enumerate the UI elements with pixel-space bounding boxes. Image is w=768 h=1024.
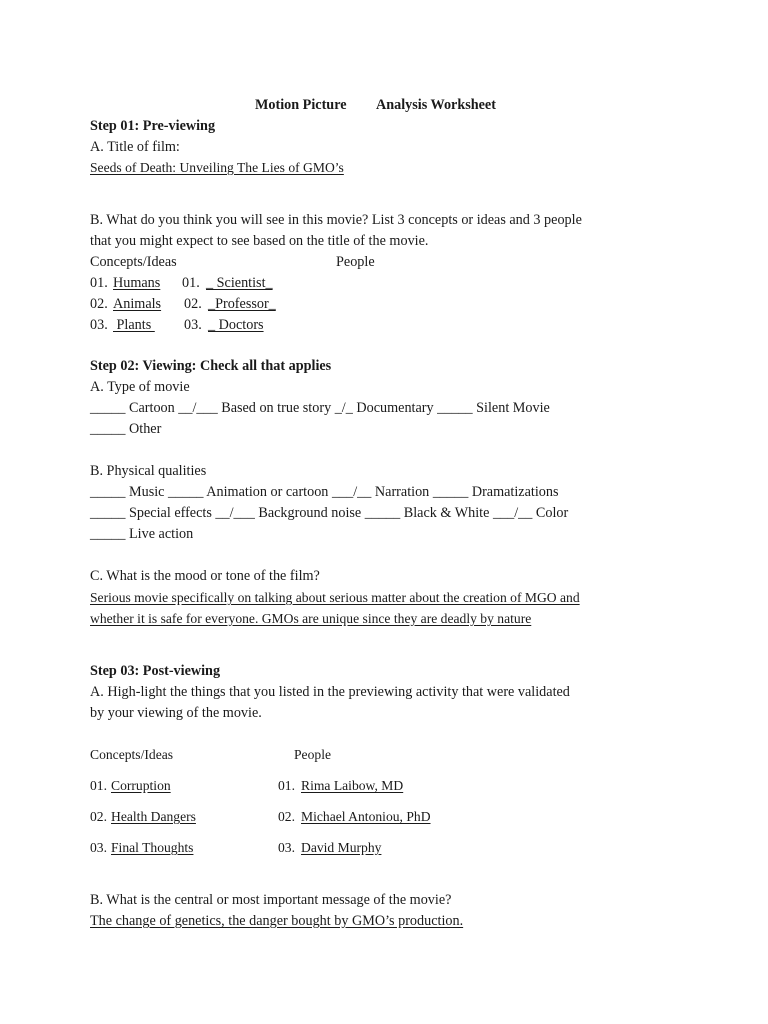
step1-heading: Step 01: Pre-viewing (90, 118, 216, 134)
person-answer: _ Doctors (208, 317, 264, 333)
step1-b-prompt-line1: B. What do you think you will see in this movie? List 3 concepts or ideas and 3 people (90, 212, 582, 228)
film-title-answer: Seeds of Death: Unveiling The Lies of GMO’s (90, 160, 344, 175)
mood-answer-line1: Serious movie specifically on talking about serious matter about the creation of MGO and (90, 590, 580, 605)
concept-answer: Health Dangers (111, 809, 196, 824)
concept-number: 02. (90, 809, 107, 824)
step3-people-header: People (294, 747, 331, 762)
step3-concepts-header: Concepts/Ideas (90, 747, 174, 762)
person-number: 02. (184, 296, 202, 312)
concept-number: 03. (90, 840, 107, 855)
concept-number: 03. (90, 317, 108, 333)
person-answer: _ Scientist_ (206, 275, 273, 291)
worksheet-title-part2: Analysis Worksheet (376, 97, 496, 113)
step2-c-prompt: C. What is the mood or tone of the film? (90, 568, 320, 584)
person-answer: Michael Antoniou, PhD (301, 809, 431, 824)
physical-qualities-line2: _____ Special effects __/___ Background noise _____ Black & White ___/__ Color (90, 505, 569, 521)
concept-answer: Humans (113, 275, 161, 291)
person-number: 03. (184, 317, 202, 333)
worksheet-title-part1: Motion Picture (255, 97, 347, 113)
step3-b-prompt: B. What is the central or most important message of the movie? (90, 892, 452, 908)
step3-a-prompt-line1: A. High-light the things that you listed in the previewing activity that were validated (90, 684, 570, 700)
concept-number: 02. (90, 296, 108, 312)
central-message-answer: The change of genetics, the danger bought by GMO’s production. (90, 913, 464, 929)
step2-b-prompt: B. Physical qualities (90, 463, 207, 479)
concept-number: 01. (90, 275, 108, 291)
step1-b-prompt-line2: that you might expect to see based on the title of the movie. (90, 233, 429, 249)
person-number: 03. (278, 840, 295, 855)
person-number: 01. (278, 778, 295, 793)
person-number: 02. (278, 809, 295, 824)
movie-type-options-line1: _____ Cartoon __/___ Based on true story _/_ Documentary _____ Silent Movie (90, 400, 550, 416)
concept-answer: Corruption (111, 778, 171, 793)
person-number: 01. (182, 275, 200, 291)
physical-qualities-line1: _____ Music _____ Animation or cartoon ___/__ Narration _____ Dramatizations (90, 484, 559, 500)
concept-answer: Plants (113, 317, 155, 333)
step1-concepts-header: Concepts/Ideas (90, 254, 177, 270)
film-title-prompt: A. Title of film: (90, 139, 180, 155)
step3-a-prompt-line2: by your viewing of the movie. (90, 705, 262, 721)
person-answer: _Professor_ (208, 296, 276, 312)
concept-number: 01. (90, 778, 107, 793)
movie-type-options-line2: _____ Other (90, 421, 162, 437)
physical-qualities-line3: _____ Live action (90, 526, 194, 542)
step2-heading: Step 02: Viewing: Check all that applies (90, 358, 332, 374)
step3-heading: Step 03: Post-viewing (90, 663, 221, 679)
mood-answer-line2: whether it is safe for everyone. GMOs are unique since they are deadly by nature (90, 611, 532, 626)
person-answer: David Murphy (301, 840, 382, 855)
concept-answer: Animals (113, 296, 162, 312)
person-answer: Rima Laibow, MD (301, 778, 404, 793)
step2-a-prompt: A. Type of movie (90, 379, 190, 395)
concept-answer: Final Thoughts (111, 840, 194, 855)
step1-people-header: People (336, 254, 375, 270)
